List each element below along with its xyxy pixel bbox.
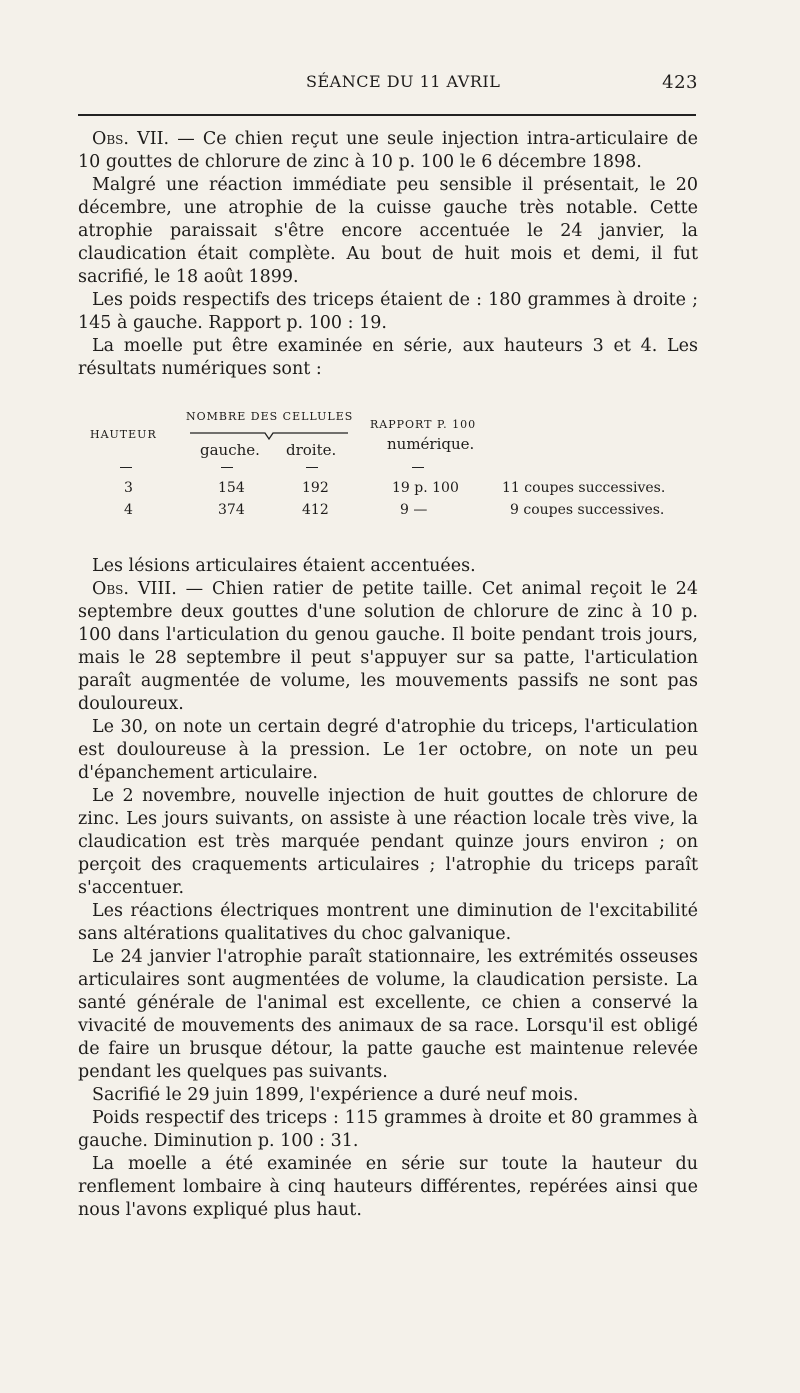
dash bbox=[120, 467, 132, 468]
obs8-paragraph: Poids respectif des triceps : 115 grammes à droite et 80 grammes à gauche. Diminution p. 100 : 31. bbox=[78, 1108, 698, 1151]
dash bbox=[221, 467, 233, 468]
cell-droite: 412 bbox=[302, 502, 329, 518]
col-header-droite: droite. bbox=[286, 441, 337, 459]
cell-note: 11 coupes successives. bbox=[502, 480, 666, 496]
cell-droite: 192 bbox=[302, 480, 329, 496]
obs7-paragraph: Malgré une réaction immédiate peu sensible il présentait, le 20 décembre, une atrophie de la cuisse gauche très notable. Cette atrophie paraissait s'être encore accentuée le 24 janvier, la claudication était complète. Au bout de huit mois et demi, il fut sacrifié, le 18 août 1899. bbox=[78, 175, 698, 287]
obs7-paragraph: La moelle put être examinée en série, aux hauteurs 3 et 4. Les résultats numériques sont : bbox=[78, 336, 698, 379]
col-header-hauteur: HAUTEUR bbox=[90, 428, 157, 441]
main-text bbox=[78, 128, 698, 1222]
obs8-paragraph: Obs. VIII. — Chien ratier de petite taille. Cet animal reçoit le 24 septembre deux gouttes d'une solution de chlorure de zinc à 10 p. 100 dans l'articulation du genou gauche. Il boite pendant trois jours, mais le 28 septembre il peut s'appuyer sur sa patte, l'articulation paraît augmentée de volume, les mouvements passifs ne sont pas douloureux. bbox=[78, 579, 698, 714]
obs8-paragraph: Le 30, on note un certain degré d'atrophie du triceps, l'articulation est douloureuse à la pression. Le 1er octobre, on note un peu d'épanchement articulaire. bbox=[78, 717, 698, 783]
dash bbox=[412, 467, 424, 468]
page-number: 423 bbox=[662, 72, 698, 93]
obs8-paragraph: Le 2 novembre, nouvelle injection de huit gouttes de chlorure de zinc. Les jours suivants, on assiste à une réaction locale très vive, la claudication est très marquée pendant quinze jours environ ; on perçoit des craquements articulaires ; l'atrophie du triceps paraît s'accentuer. bbox=[78, 786, 698, 898]
obs7-conclusion: Les lésions articulaires étaient accentuées. bbox=[92, 556, 476, 576]
cell-hauteur: 3 bbox=[124, 480, 133, 496]
col-header-gauche: gauche. bbox=[200, 441, 260, 459]
obs8-paragraph: Le 24 janvier l'atrophie paraît stationnaire, les extrémités osseuses articulaires sont augmentées de volume, la claudication persiste. La santé générale de l'animal est excellente, ce chien a conservé la vivacité de mouvements des animaux de sa race. Lorsqu'il est obligé de faire un brusque détour, la patte gauche est maintenue relevée pendant les quelques pas suivants. bbox=[78, 947, 698, 1082]
cell-gauche: 154 bbox=[218, 480, 245, 496]
col-header-numerique: numérique. bbox=[387, 435, 475, 453]
cell-rapport: 19 p. 100 bbox=[392, 480, 459, 496]
obs7-paragraph: Obs. VII. — Ce chien reçut une seule injection intra-articulaire de 10 gouttes de chlorure de zinc à 10 p. 100 le 6 décembre 1898. bbox=[78, 129, 698, 172]
col-header-nombre: NOMBRE DES CELLULES bbox=[186, 410, 354, 423]
header-title: SÉANCE DU 11 AVRIL bbox=[306, 72, 501, 91]
obs8-label: Obs. VIII. bbox=[92, 579, 177, 599]
obs7-label: Obs. VII. bbox=[92, 129, 170, 149]
cell-hauteur: 4 bbox=[124, 502, 133, 518]
dash bbox=[306, 467, 318, 468]
cell-note: 9 coupes successives. bbox=[510, 502, 665, 518]
cell-rapport: 9 — bbox=[400, 502, 428, 518]
results-table bbox=[78, 405, 698, 555]
obs8-paragraph: Sacrifié le 29 juin 1899, l'expérience a duré neuf mois. bbox=[92, 1085, 579, 1105]
cell-gauche: 374 bbox=[218, 502, 245, 518]
header-rule bbox=[78, 114, 696, 116]
running-header bbox=[78, 72, 698, 96]
obs8-paragraph: Les réactions électriques montrent une diminution de l'excitabilité sans altérations qualitatives du choc galvanique. bbox=[78, 901, 698, 944]
obs8-paragraph: La moelle a été examinée en série sur toute la hauteur du renflement lombaire à cinq hauteurs différentes, repérées ainsi que nous l'avons expliqué plus haut. bbox=[78, 1154, 698, 1220]
col-header-rapport: RAPPORT P. 100 bbox=[370, 418, 477, 431]
obs7-paragraph: Les poids respectifs des triceps étaient de : 180 grammes à droite ; 145 à gauche. Rapport p. 100 : 19. bbox=[78, 290, 698, 333]
